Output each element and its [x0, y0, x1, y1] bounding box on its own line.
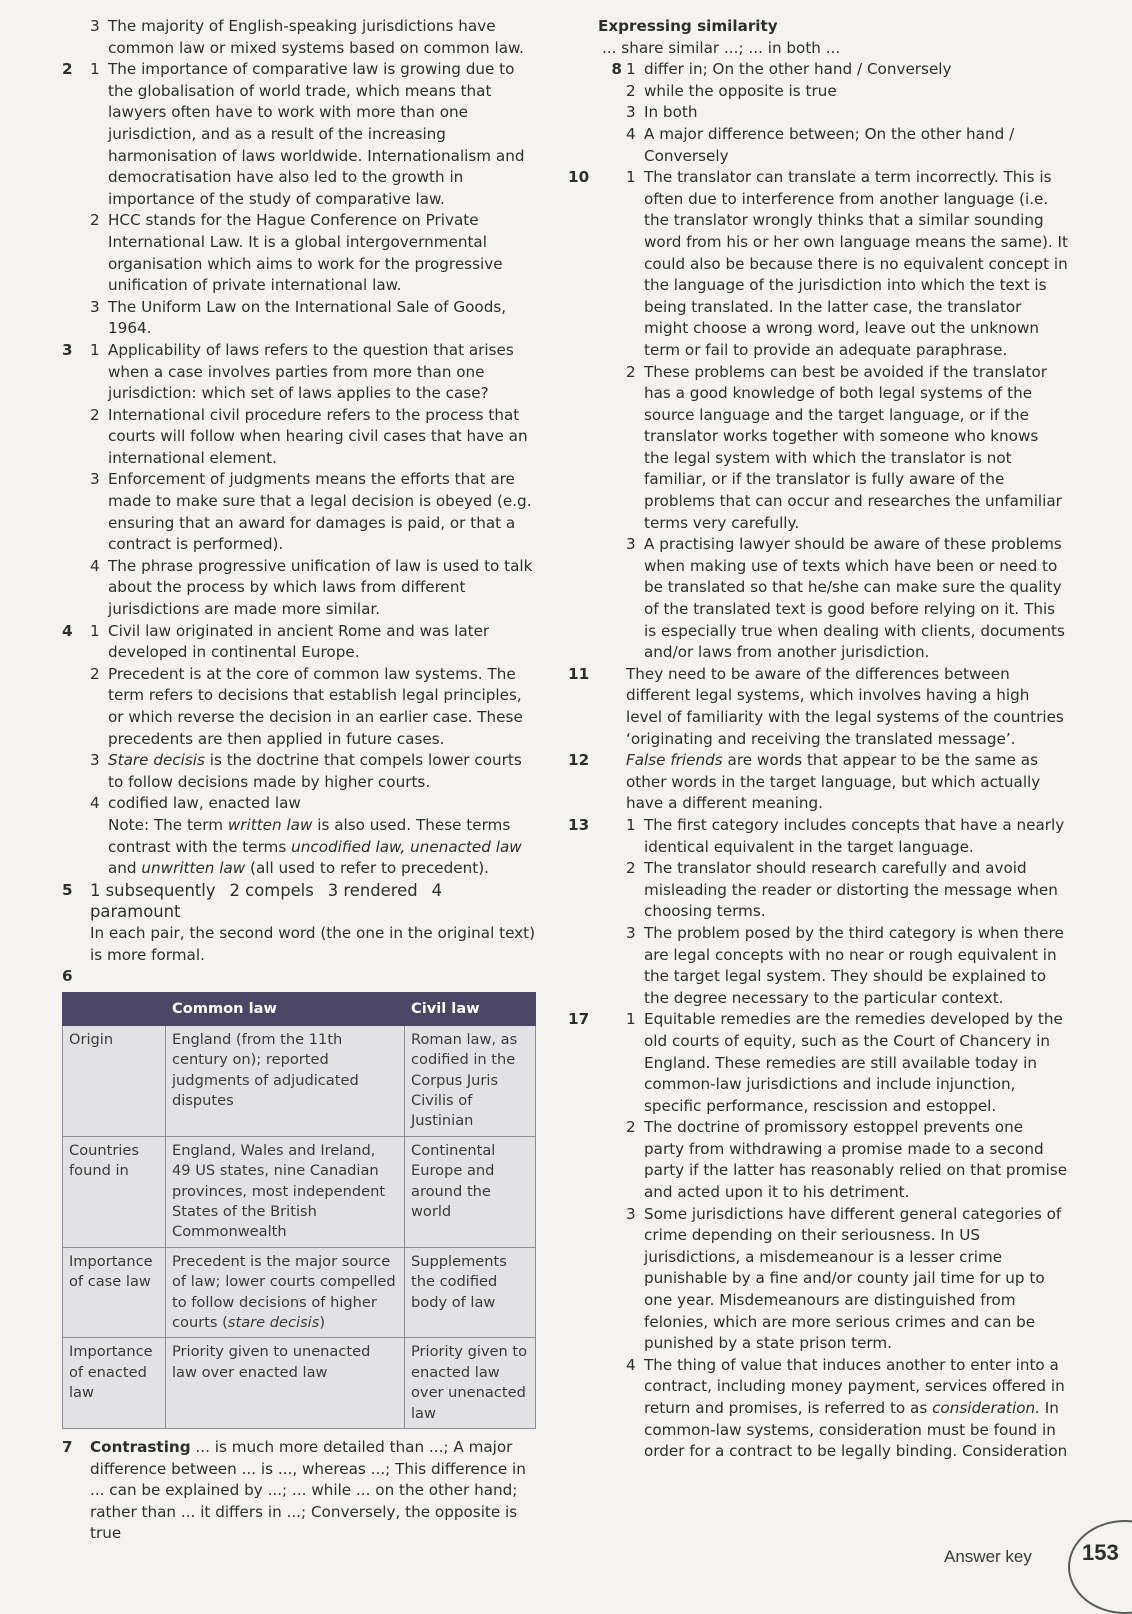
note-term: unwritten law — [141, 859, 246, 878]
item-number: 1 — [90, 340, 100, 359]
table-cell: England (from the 11th century on); reported judgments of adjudicated disputes — [166, 1025, 405, 1136]
answer-item — [626, 534, 1068, 664]
section-8 — [598, 59, 1068, 167]
table-header: Common law — [166, 992, 405, 1025]
table-header — [63, 992, 166, 1025]
answer-item — [62, 16, 540, 59]
section-number: 17 — [568, 1010, 590, 1029]
right-column — [568, 16, 1068, 1463]
table-cell: Roman law, as codified in the Corpus Juris Civilis of Justinian — [405, 1025, 536, 1136]
answer-item — [90, 664, 540, 750]
cell-text: Precedent is the major source of law; lower courts compelled to follow decisions of higher courts ( — [172, 1252, 396, 1331]
answer-item — [626, 81, 1068, 103]
row-label: Origin — [63, 1025, 166, 1136]
left-column — [62, 16, 540, 1545]
section-2 — [62, 59, 540, 340]
answer: 2 compels — [229, 880, 314, 900]
answer-item — [90, 793, 540, 879]
answer-item — [626, 362, 1068, 535]
item-term: Stare decisis — [108, 751, 205, 770]
item-number: 2 — [90, 211, 100, 230]
item-number: 2 — [626, 1118, 636, 1137]
row-label: Importance of enacted law — [63, 1338, 166, 1429]
answer-item — [626, 1204, 1068, 1355]
comparison-table — [62, 992, 536, 1429]
item-text: The translator can translate a term incorrectly. This is often due to interference from another language (i.e. the translator wrongly thinks that a similar sounding word from his or her own language means the same). It could also be because there is no equivalent concept in the language of the jurisdiction into which the text is being translated. In the latter case, the translator might choose a wrong word, leave out the unknown term or fail to provide an adequate paraphrase. — [644, 168, 1068, 359]
answer-item — [626, 1355, 1068, 1463]
cell-text: ) — [319, 1314, 326, 1331]
item-text: A major difference between; On the other hand / Conversely — [644, 124, 1015, 165]
section-number: 10 — [568, 168, 590, 187]
table-header: Civil law — [405, 992, 536, 1025]
item-text: The translator should research carefully and avoid misleading the reader or distorting the message when choosing terms. — [644, 859, 1058, 921]
item-text: The doctrine of promissory estoppel prevents one party from withdrawing a promise made to a second party if the latter has reasonably relied on that promise and acted upon it to his detriment. — [644, 1118, 1068, 1202]
item-number: 3 — [626, 103, 636, 122]
table-cell: Priority given to unenacted law over enacted law — [166, 1338, 405, 1429]
item-number: 3 — [626, 535, 636, 554]
item-text: They need to be aware of the differences between different legal systems, which involves having a high level of familiarity with the legal systems of the countries ‘originating and receiving the translated message’. — [626, 664, 1064, 748]
table-row — [63, 1136, 536, 1247]
answer-item — [626, 124, 1068, 167]
footer-section-label: Answer key — [944, 1547, 1032, 1566]
item-term: False friends — [626, 751, 723, 770]
answer: 4 paramount — [90, 880, 443, 922]
note-term: written law — [227, 815, 313, 834]
answer-item — [626, 815, 1068, 858]
item-body: are words that appear to be the same as other words in the target language, but which actually have a different meaning. — [626, 751, 1041, 813]
item-number: 2 — [626, 81, 636, 100]
table-cell: Priority given to enacted law over unenacted law — [405, 1338, 536, 1429]
item-text: Civil law originated in ancient Rome and was later developed in continental Europe. — [108, 621, 490, 662]
item-text: The importance of comparative law is growing due to the globalisation of world trade, which means that lawyers often have to work with more than one jurisdiction, and as a result of the increasing harmonisation of laws worldwide. Internationalism and democratisation have also led to the growth in importance of the study of comparative law. — [108, 60, 525, 208]
section-6 — [62, 966, 540, 1429]
item-heading: Contrasting — [90, 1438, 191, 1457]
item-number: 1 — [90, 60, 100, 79]
item-text: These problems can best be avoided if the translator has a good knowledge of both legal systems of the source language and the target language, or if the translator works together with someone who knows the legal system with which the translator is not familiar, or if the translator is fully aware of the problems that can occur and researches the unfamiliar terms very carefully. — [644, 362, 1062, 532]
section-number: 6 — [62, 967, 73, 986]
answer-list — [90, 880, 540, 923]
item-text: The problem posed by the third category is when there are legal concepts with no near or rough equivalent in the target legal system. They should be explained to the degree necessary to the particular context. — [644, 923, 1064, 1007]
note-term: uncodified law, unenacted law — [291, 837, 522, 856]
table-row — [63, 1247, 536, 1338]
answer-item — [90, 297, 540, 340]
answer-item — [626, 923, 1068, 1009]
item-text: The thing of value that induces another to enter into a contract, including money payment, services offered in return and promises, is referred to as — [644, 1355, 1065, 1417]
answer-item — [90, 556, 540, 621]
similarity-heading: Expressing similarity — [598, 17, 778, 35]
table-row — [63, 1025, 536, 1136]
item-number: 2 — [90, 664, 100, 683]
answer-item — [626, 59, 1068, 81]
item-number: 2 — [626, 362, 636, 381]
page-number: 153 — [1082, 1542, 1119, 1564]
item-text: In both — [644, 103, 698, 122]
item-text: In common-law systems, consideration must be found in order for a contract to be legally binding. Consideration — [644, 1399, 1068, 1461]
answer-item — [90, 210, 540, 296]
answer-item — [90, 750, 540, 793]
answer: 3 rendered — [327, 880, 418, 900]
section-number: 2 — [62, 60, 73, 79]
section-number: 5 — [62, 880, 73, 899]
section-12 — [568, 750, 1068, 815]
section-17 — [568, 1009, 1068, 1462]
section-3 — [62, 340, 540, 621]
item-text: Equitable remedies are the remedies developed by the old courts of equity, such as the Court of Chancery in England. These remedies are still available today in common-law jurisdictions and include injunction, specific performance, rescission and estoppel. — [644, 1010, 1063, 1115]
section-number: 8 — [611, 60, 622, 79]
item-text: In each pair, the second word (the one in the original text) is more formal. — [90, 923, 536, 964]
section-13 — [568, 815, 1068, 1009]
answer-item — [626, 1117, 1068, 1203]
item-number: 3 — [90, 470, 100, 489]
item-text: The majority of English-speaking jurisdictions have common law or mixed systems based on common law. — [108, 17, 524, 57]
item-number: 2 — [90, 405, 100, 424]
item-text: The Uniform Law on the International Sale of Goods, 1964. — [108, 297, 507, 338]
item-text: Applicability of laws refers to the question that arises when a case involves parties from more than one jurisdiction: which set of laws applies to the case? — [108, 340, 514, 403]
item-text: while the opposite is true — [644, 81, 837, 100]
item-number: 4 — [626, 124, 636, 143]
note — [108, 815, 540, 880]
item-number: 1 — [626, 1010, 636, 1029]
answer-item — [626, 102, 1068, 124]
section-number: 4 — [62, 621, 73, 640]
item-number: 1 — [626, 815, 636, 834]
answer: 1 subsequently — [90, 880, 216, 900]
item-body: ... is much more detailed than ...; A major difference between ... is ..., whereas ...; This difference in ... can be explained by ...; ... while ... on the other hand; rather than ... it differs in ...; Conversely, the opposite is true — [90, 1438, 526, 1543]
item-number: 3 — [626, 1204, 636, 1223]
item-text: differ in; On the other hand / Conversely — [644, 60, 952, 79]
item-number: 1 — [90, 621, 100, 640]
section-number: 11 — [568, 664, 590, 683]
section-4 — [62, 621, 540, 880]
table-header-row — [63, 992, 536, 1025]
section-11 — [568, 664, 1068, 750]
section-5 — [62, 880, 540, 966]
item-number: 2 — [626, 859, 636, 878]
item-text — [90, 1437, 540, 1545]
section-7 — [62, 1437, 540, 1545]
item-text: A practising lawyer should be aware of these problems when making use of texts which have been or need to be translated so that he/she can make sure the quality of the translated text is good before relying on it. This is especially true when dealing with clients, documents and/or laws from another jurisdiction. — [644, 535, 1065, 662]
item-text: The first category includes concepts that have a nearly identical equivalent in the target language. — [644, 815, 1065, 856]
item-number: 1 — [626, 168, 636, 187]
row-label: Countries found in — [63, 1136, 166, 1247]
item-number: 4 — [626, 1355, 636, 1374]
item-text: Precedent is at the core of common law systems. The term refers to decisions that establish legal principles, or which reverse the decision in an earlier case. These precedents are then applied in future cases. — [108, 664, 523, 748]
answer-item — [90, 621, 540, 664]
item-number: 1 — [626, 60, 636, 79]
section-number: 12 — [568, 751, 590, 770]
item-number: 3 — [626, 923, 636, 942]
table-cell: Supplements the codified body of law — [405, 1247, 536, 1338]
cell-term: stare decisis — [227, 1314, 320, 1331]
similarity-text: ... share similar ...; ... in both ... — [602, 38, 841, 57]
table-row — [63, 1338, 536, 1429]
item-text: HCC stands for the Hague Conference on Private International Law. It is a global intergovernmental organisation which aims to work for the progressive unification of private international law. — [108, 211, 503, 295]
section-10 — [568, 167, 1068, 664]
item-number: 4 — [90, 556, 100, 575]
section-number: 3 — [62, 340, 73, 359]
item-text: The phrase progressive unification of law is used to talk about the process by which laws from different jurisdictions are made more similar. — [108, 556, 533, 619]
answer-item — [90, 59, 540, 210]
item-text: codified law, enacted law — [108, 794, 301, 813]
item-text: is the doctrine that compels lower courts to follow decisions made by higher courts. — [108, 751, 522, 791]
item-text: Enforcement of judgments means the efforts that are made to make sure that a legal decision is obeyed (e.g. ensuring that an award for damages is paid, or that a contract is performed). — [108, 470, 532, 554]
answer-item — [626, 1009, 1068, 1117]
similarity-block — [598, 16, 1068, 59]
item-number: 3 — [90, 17, 100, 35]
item-text — [626, 750, 1068, 815]
answer-item — [626, 858, 1068, 923]
note-text: and — [108, 859, 142, 878]
row-label: Importance of case law — [63, 1247, 166, 1338]
table-cell: England, Wales and Ireland, 49 US states, nine Canadian provinces, most independent States of the British Commonwealth — [166, 1136, 405, 1247]
section-number: 13 — [568, 815, 590, 834]
answer-item — [90, 340, 540, 405]
table-cell: Continental Europe and around the world — [405, 1136, 536, 1247]
item-term: consideration. — [932, 1399, 1040, 1417]
answer-item — [626, 167, 1068, 361]
note-text: is also used. These terms contrast with the terms — [108, 815, 511, 856]
item-number: 3 — [90, 297, 100, 316]
note-text: (all used to refer to precedent). — [245, 859, 489, 878]
item-text: Some jurisdictions have different general categories of crime depending on their seriousness. In US jurisdictions, a misdemeanour is a lesser crime punishable by a fine and/or county jail time for up to one year. Misdemeanours are distinguished from felonies, which are more serious crimes and can be punished by a state prison term. — [644, 1204, 1062, 1353]
note-text: Note: The term — [108, 815, 228, 834]
section-number: 7 — [62, 1438, 73, 1457]
item-text: International civil procedure refers to the process that courts will follow when hearing civil cases that have an international element. — [108, 405, 528, 467]
item-number: 4 — [90, 794, 100, 813]
answer-item — [90, 469, 540, 555]
table-cell — [166, 1247, 405, 1338]
answer-item — [90, 405, 540, 470]
item-number: 3 — [90, 751, 100, 770]
